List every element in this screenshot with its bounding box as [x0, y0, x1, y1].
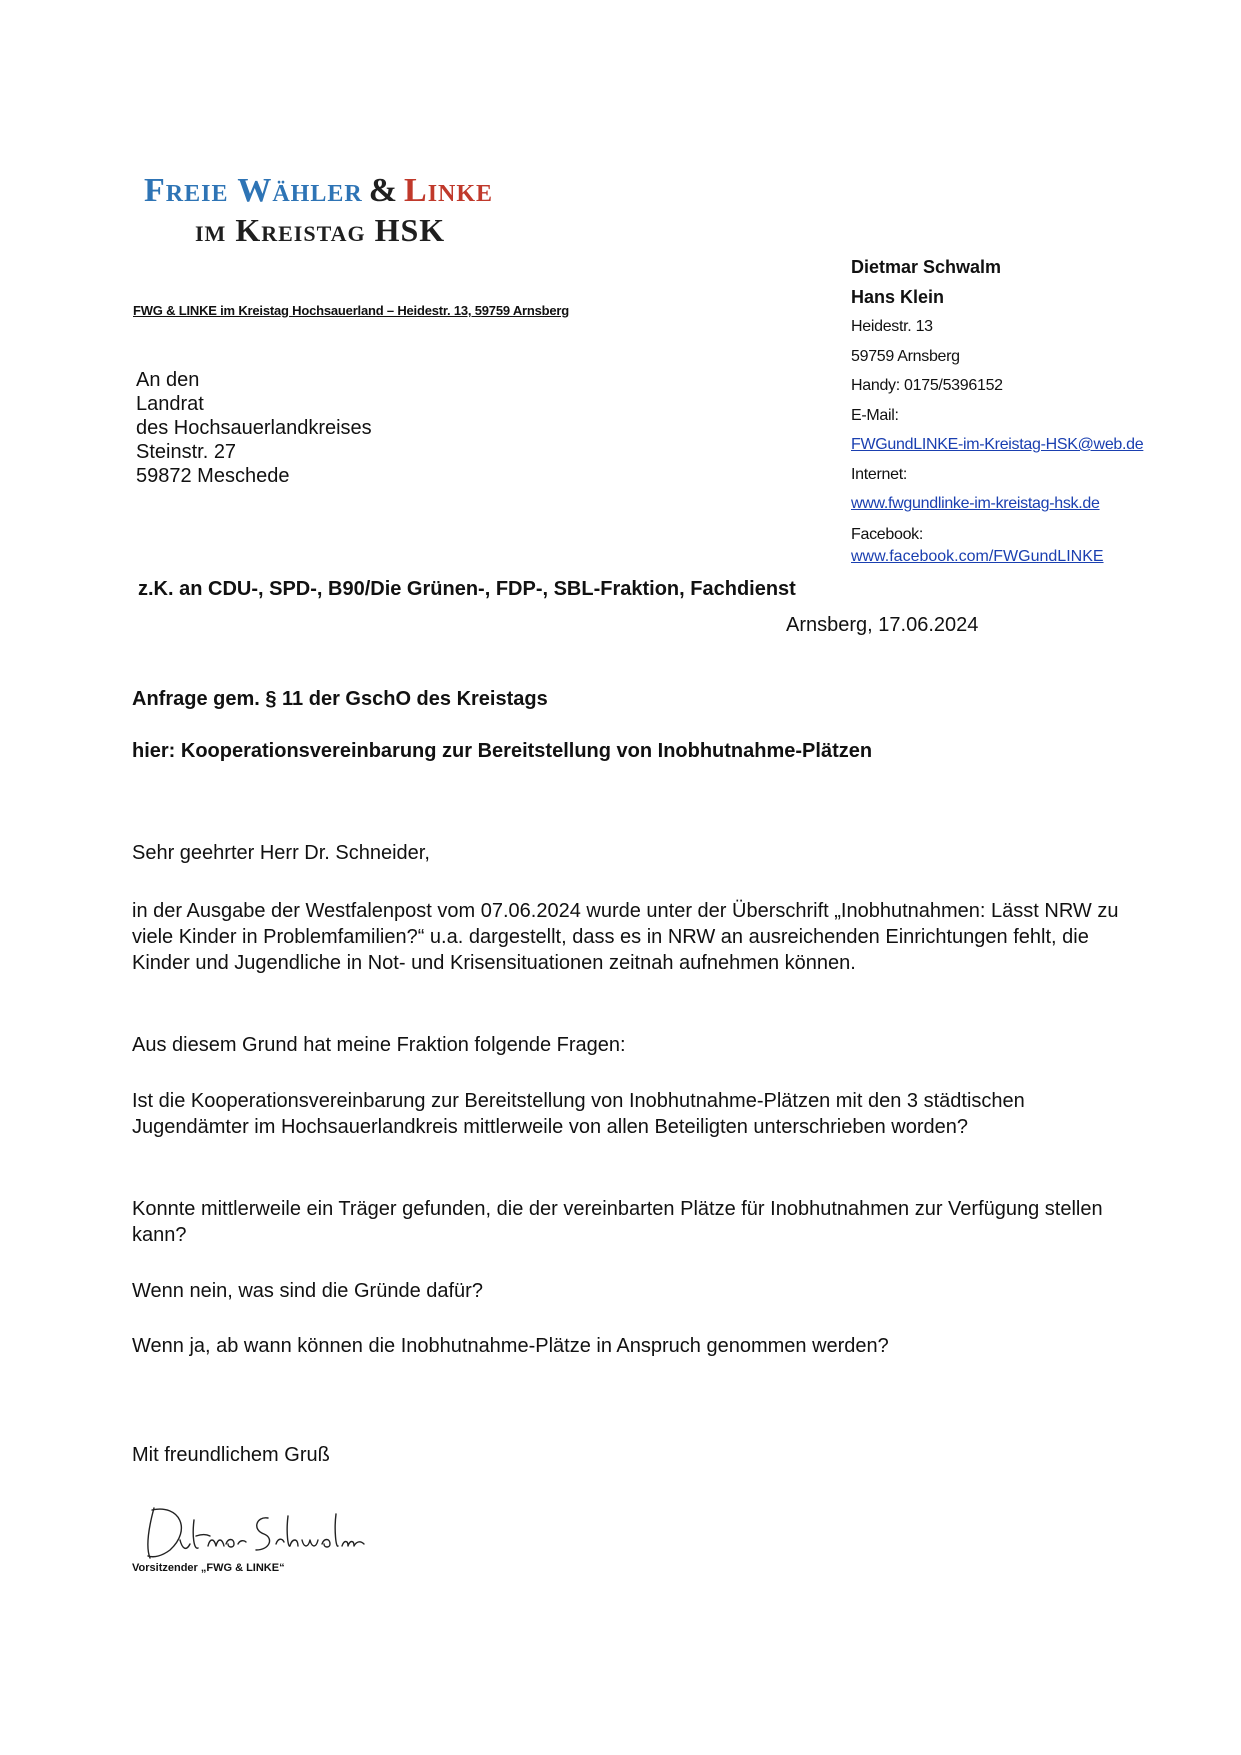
letter-date: Arnsberg, 17.06.2024 — [786, 614, 979, 636]
logo-line-1 — [144, 172, 493, 210]
sender-name: Dietmar Schwalm — [851, 257, 1002, 277]
paragraph-intro: in der Ausgabe der Westfalenpost vom 07.06.2024 wurde unter der Überschrift „Inobhutnahmen: Lässt NRW zu viele Kinder in Problemfamilien?“ u.a. dargestellt, dass es in NRW an ausreichenden Einrichtungen fehlt, die Kinder und Jugendliche in Not- und Krisensituationen zeitnah aufnehmen können. — [132, 900, 1119, 974]
facebook-link[interactable]: www.facebook.com/FWGundLINKE — [851, 547, 1104, 565]
recipient-line: An den — [136, 369, 200, 391]
website-link[interactable]: www.fwgundlinke-im-kreistag-hsk.de — [851, 495, 1100, 512]
paragraph-questions-intro: Aus diesem Grund hat meine Fraktion folgende Fragen: — [132, 1034, 626, 1056]
subject-line-2: hier: Kooperationsvereinbarung zur Bereitstellung von Inobhutnahme-Plätzen — [132, 740, 873, 762]
facebook-label: Facebook: — [851, 525, 924, 543]
recipient-line: Landrat — [136, 393, 204, 415]
question-4: Wenn ja, ab wann können die Inobhutnahme-Plätze in Anspruch genommen werden? — [132, 1335, 889, 1357]
return-address: FWG & LINKE im Kreistag Hochsauerland – Heidestr. 13, 59759 Arnsberg — [133, 303, 570, 318]
subject-line-1: Anfrage gem. § 11 der GschO des Kreistags — [132, 688, 548, 710]
question-2: Konnte mittlerweile ein Träger gefunden, die der vereinbarten Plätze für Inobhutnahmen zur Verfügung stellen kann? — [132, 1198, 1103, 1246]
recipient-line: des Hochsauerlandkreises — [136, 417, 372, 439]
logo-freie-waehler: Freie Wähler — [144, 172, 363, 209]
recipient-address — [136, 368, 372, 488]
cc-line: z.K. an CDU-, SPD-, B90/Die Grünen-, FDP-, SBL-Fraktion, Fachdienst — [138, 578, 796, 600]
recipient-line: 59872 Meschede — [136, 465, 290, 487]
logo-ampersand: & — [368, 172, 399, 209]
internet-label: Internet: — [851, 465, 908, 483]
sender-street: Heidestr. 13 — [851, 318, 933, 335]
logo-linke: Linke — [404, 172, 494, 209]
sender-name: Hans Klein — [851, 287, 945, 307]
signature-image — [140, 1500, 370, 1570]
email-label: E-Mail: — [851, 406, 899, 424]
question-1: Ist die Kooperationsvereinbarung zur Bereitstellung von Inobhutnahme-Plätzen mit den 3 städtischen Jugendämter im Hochsauerlandkreis mittlerweile von allen Beteiligten unterschrieben worden? — [132, 1090, 1025, 1138]
sender-info — [851, 252, 1143, 567]
sender-phone: Handy: 0175/5396152 — [851, 377, 1003, 394]
closing: Mit freundlichem Gruß — [132, 1444, 330, 1466]
salutation: Sehr geehrter Herr Dr. Schneider, — [132, 842, 430, 864]
email-link[interactable]: FWGundLINKE-im-Kreistag-HSK@web.de — [851, 436, 1144, 453]
sender-city: 59759 Arnsberg — [851, 347, 960, 365]
logo-line-2: im Kreistag HSK — [195, 212, 446, 248]
recipient-line: Steinstr. 27 — [136, 441, 237, 463]
question-3: Wenn nein, was sind die Gründe dafür? — [132, 1280, 483, 1302]
signature-caption: Vorsitzender „FWG & LINKE“ — [132, 1562, 285, 1574]
